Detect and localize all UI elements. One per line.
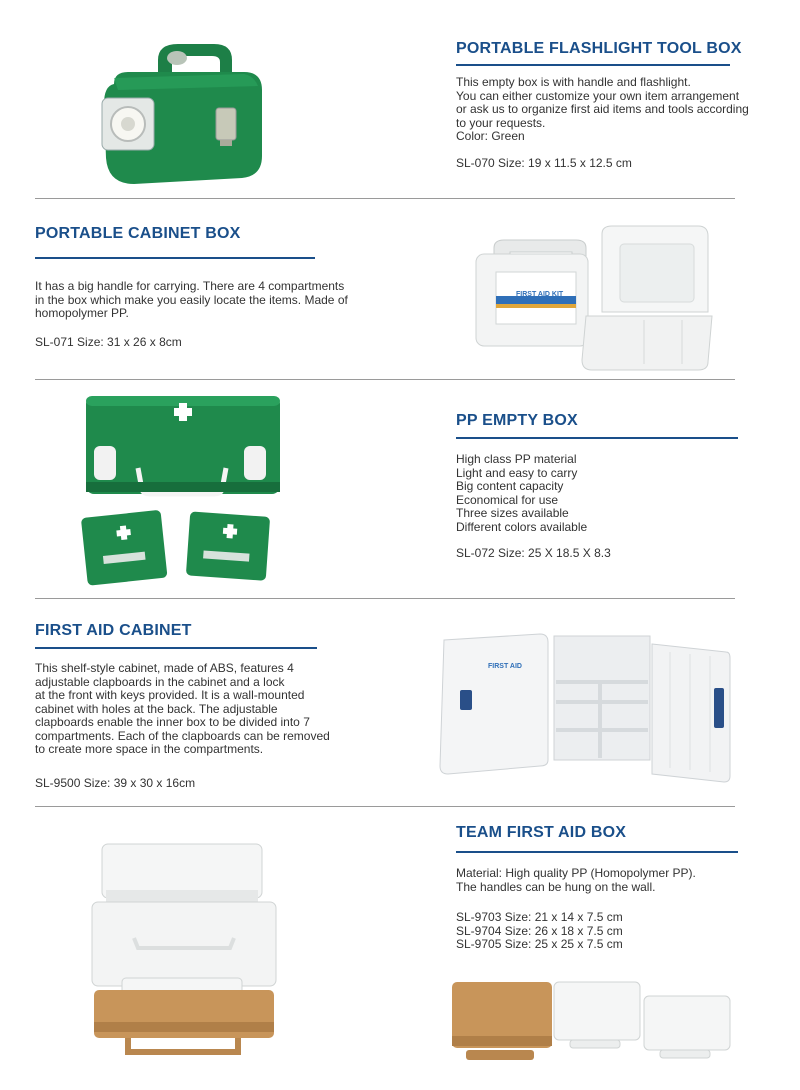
desc-line: compartments. Each of the clapboards can be removed	[35, 728, 330, 743]
product-description	[456, 867, 696, 894]
product-description	[456, 76, 749, 144]
size-line: SL-9703 Size: 21 x 14 x 7.5 cm	[456, 910, 623, 924]
desc-line: clapboards enable the inner box to be divided into 7	[35, 715, 310, 729]
desc-line: Light and easy to carry	[456, 465, 578, 480]
title-underline	[35, 647, 317, 649]
section-separator	[35, 806, 735, 807]
product-description	[456, 453, 587, 534]
size-line: SL-9704 Size: 26 x 18 x 7.5 cm	[456, 923, 623, 938]
product-description	[35, 662, 330, 757]
title-underline	[456, 64, 730, 66]
box-label-text: FIRST AID KIT	[516, 291, 564, 298]
portable-cabinet-box-image	[472, 224, 720, 374]
desc-line: Color: Green	[456, 129, 525, 143]
product-title: TEAM FIRST AID BOX	[456, 824, 627, 841]
product-description	[35, 280, 348, 321]
product-title: PP EMPTY BOX	[456, 412, 578, 429]
section-separator	[35, 598, 735, 599]
product-size	[35, 777, 195, 791]
product-size	[456, 157, 632, 171]
desc-line: This empty box is with handle and flashlight.	[456, 75, 691, 89]
section-separator	[35, 198, 735, 199]
flashlight-tool-box-image	[98, 38, 266, 190]
size-line: SL-072 Size: 25 X 18.5 X 8.3	[456, 546, 611, 560]
pp-empty-box-image	[80, 394, 284, 590]
product-title: PORTABLE FLASHLIGHT TOOL BOX	[456, 40, 742, 57]
desc-line: This shelf-style cabinet, made of ABS, features 4	[35, 661, 294, 675]
desc-line: Big content capacity	[456, 479, 564, 493]
product-size	[35, 336, 182, 350]
desc-line: to your requests.	[456, 115, 546, 130]
size-line: SL-071 Size: 31 x 26 x 8cm	[35, 335, 182, 349]
product-size	[456, 911, 623, 952]
title-underline	[456, 437, 738, 439]
size-line: SL-9500 Size: 39 x 30 x 16cm	[35, 776, 196, 790]
team-first-aid-box-stack-image	[84, 842, 284, 1064]
cabinet-label-text: FIRST AID	[488, 663, 522, 670]
desc-line: homopolymer PP.	[35, 306, 129, 320]
desc-line: adjustable clapboards in the cabinet and a lock	[35, 674, 285, 689]
product-title: PORTABLE CABINET BOX	[35, 225, 241, 242]
desc-line: The handles can be hung on the wall.	[456, 879, 656, 894]
section-separator	[35, 379, 735, 380]
desc-line: Different colors available	[456, 519, 588, 534]
desc-line: Three sizes available	[456, 506, 569, 520]
desc-line: to create more space in the compartments.	[35, 742, 264, 756]
desc-line: in the box which make you easily locate the items. Made of	[35, 292, 348, 307]
desc-line: cabinet with holes at the back. The adjustable	[35, 701, 278, 716]
desc-line: at the front with keys provided. It is a wall-mounted	[35, 688, 305, 702]
desc-line: You can either customize your own item arrangement	[456, 88, 740, 103]
size-line: SL-070 Size: 19 x 11.5 x 12.5 cm	[456, 156, 632, 170]
title-underline	[456, 851, 738, 853]
first-aid-cabinet-image	[436, 628, 732, 784]
desc-line: Material: High quality PP (Homopolymer PP).	[456, 866, 696, 880]
product-title: FIRST AID CABINET	[35, 622, 192, 639]
desc-line: It has a big handle for carrying. There are 4 compartments	[35, 279, 345, 293]
desc-line: High class PP material	[456, 452, 577, 466]
team-first-aid-box-sizes-image	[446, 974, 734, 1064]
desc-line: Economical for use	[456, 492, 559, 507]
size-line: SL-9705 Size: 25 x 25 x 7.5 cm	[456, 937, 623, 951]
desc-line: or ask us to organize first aid items and tools according	[456, 102, 749, 116]
product-size	[456, 547, 611, 561]
title-underline	[35, 257, 315, 259]
